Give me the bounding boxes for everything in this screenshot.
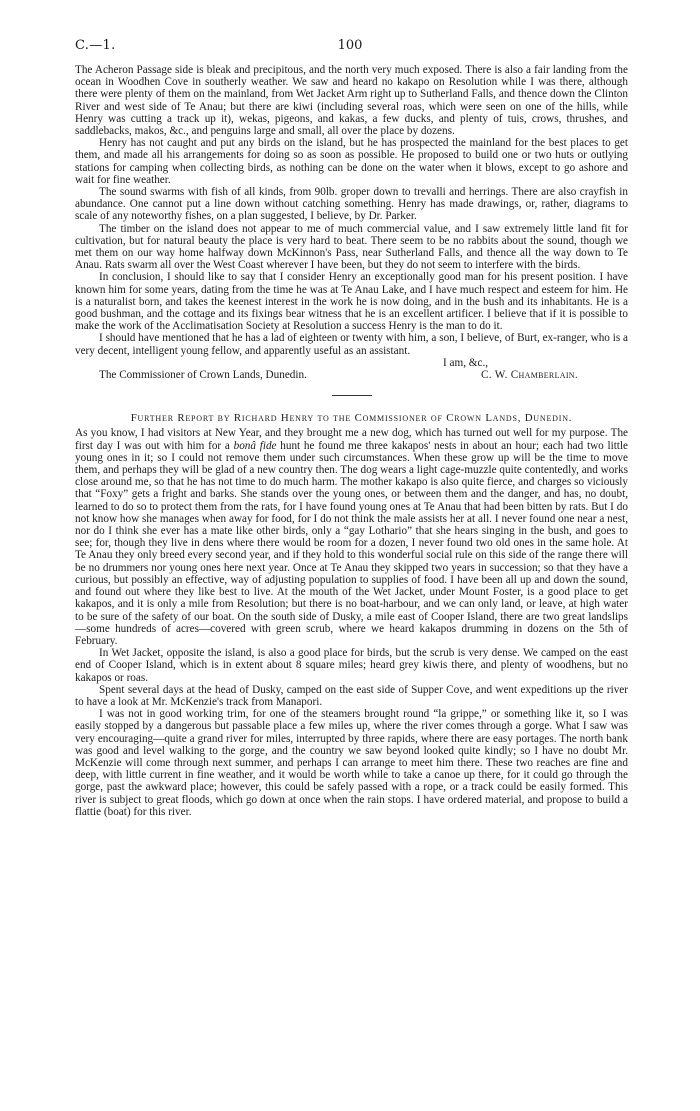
paragraph: Spent several days at the head of Dusky, camped on the east side of Supper Cove, and went expeditions up the river to have a look at Mr. McKenzie's track from Manapori. xyxy=(75,683,628,708)
signature: C. W. Chamberlain. xyxy=(481,369,578,382)
chamberlain-report xyxy=(75,64,628,381)
paragraph xyxy=(75,427,628,647)
text-run: As you know, I had visitors at New Year, and they brought me a new dog, which has turned out well for my purpose. The first day I was out with him for a xyxy=(75,427,628,452)
signature-row xyxy=(75,369,628,381)
paragraph: The sound swarms with fish of all kinds, from 90lb. groper down to trevalli and herrings. There are also crayfish in abundance. One cannot put a line down without catching something. Henry has made drawings, or, rather, diagrams to scale of any noteworthy fishes, on a plan suggested, I believe, by Dr. Parker. xyxy=(75,186,628,223)
henry-report xyxy=(75,412,628,818)
section-heading: Further Report by Richard Henry to the Commissioner of Crown Lands, Dunedin. xyxy=(130,412,573,425)
page-number: 100 xyxy=(337,38,363,53)
italic-phrase: bonâ fide xyxy=(233,439,277,452)
paragraph: I should have mentioned that he has a lad of eighteen or twenty with him, a son, I believe, of Burt, ex-ranger, who is a very decent, intelligent young fellow, and apparently useful as an assistant. xyxy=(75,332,628,357)
paragraph: I was not in good working trim, for one of the steamers brought round “la grippe,” or something like it, so I was easily stopped by a dangerous but passable place a few miles up, where the river comes through a gorge. What I saw was very encouraging—quite a grand river for miles, interrupted by three rapids, where there are easy portages. The north bank was good and level walking to the gorge, and the country we saw beyond looked quite kindly; so I have no doubt Mr. McKenzie will come through next summer, and perhaps I can arrange to meet him there. These two reaches are fine and deep, with little current in fine weather, and it would be worth while to take a canoe up there, for it could go through the gorge, past the awkward place; however, this could be safely passed with a rope, or a track could be easily formed. This river is subject to great floods, which go down at once when the rain stops. I have ordered material, and propose to build a flattie (boat) for this river. xyxy=(75,708,628,818)
paragraph: The timber on the island does not appear to me of much commercial value, and I saw extremely little land fit for cultivation, but for natural beauty the place is very hard to beat. There seem to be no rabbits about the sound, though we met them on our way home halfway down McKinnon's Pass, near Sutherland Falls, and thence all the way down to Te Anau. Rats swarm all over the West Coast wherever I have been, but they do not seem to interfere with the birds. xyxy=(75,222,628,272)
addressee: The Commissioner of Crown Lands, Dunedin. xyxy=(99,369,307,382)
page-body xyxy=(75,64,628,818)
paragraph: In conclusion, I should like to say that I consider Henry an exceptionally good man for his present position. I have known him for some years, dating from the time he was at Te Anau Lake, and I have much respect and esteem for him. He is a naturalist born, and takes the keenest interest in the work he is now doing, and in the bush and its inhabitants. He is a good bushman, and the cottage and its fixings bear witness that he is an excellent artificer. I believe that if it is possible to make the work of the Acclimatisation Society at Resolution a success Henry is the man to do it. xyxy=(75,271,628,333)
paragraph: The Acheron Passage side is bleak and precipitous, and the north very much exposed. There is also a fair landing from the ocean in Woodhen Cove in southerly weather. We saw and heard no kakapo on Resolution while I was there, although there were plenty of them on the mainland, from Wet Jacket Arm right up to Sutherland Falls, and thence down the Clinton River and west side of Te Anau; but there are kiwi (including several roas, which were seen on one of the hills, while Henry was cutting a track up it), wekas, pigeons, and kakas, a few ducks, and plenty of tuis, crows, thrushes, and saddlebacks, makos, &c., and penguins large and small, all over the place by dozens. xyxy=(75,64,628,138)
page-header xyxy=(75,38,625,54)
closing-row xyxy=(75,357,628,369)
document-reference: C.—1. xyxy=(75,38,116,53)
text-run: hunt he found me three kakapos' nests in about an hour; each had two little young ones in it; so I could not remove them under such circumstances. When these grow up will be the time to move them, and perhaps they will be glad of a new country then. The dog wears a light cage-muzzle quite contentedly, and works close around me, so that he has not time to do much harm. The mother kakapo is also quite fierce, and charges so viciously that “Foxy” gets a fright and barks. She stands over the young ones, or between them and the danger, and has, no doubt, learned to do so to protect them from the rats, for I have found young ones at Te Anau that had been bitten by rats. But I do not know how she manages when away for food, for I do not think the male assists her at all. I never found one near a nest, nor do I think she ever has a mate like other birds, only a “gay Lothario” that she hears singing in the bush, and goes to see; for, though they live in dens where there would be room for a dozen, I never found two old ones in the same hole. At Te Anau they only breed every second year, and if they hold to this wonderful social rule on this side of the range there will be no drummers nor young ones here next year. Once at Te Anau they skipped two years in succession; so that they have a curious, but possibly an effective, way of adjusting population to supplies of food. I have been all up and down the sound, and found out where they like best to live. At the mouth of the Wet Jacket, under Mount Foster, is a good place to get kakapos, and it is only a mile from Resolution; but there is no boat-harbour, and we can only land, or leave, at high water to be sure of the safety of our boat. On the south side of Dusky, a mile east of Cooper Island, there are two great landslips—some hundreds of acres—covered with green scrub, where we heard kakapos drumming in dozens on the 5th of February. xyxy=(75,439,628,647)
paragraph: Henry has not caught and put any birds on the island, but he has prospected the mainland for the best places to get them, and made all his arrangements for doing so as soon as possible. He proposed to build one or two huts or outlying stations for camping when collecting birds, as nothing can be done on the water when it blows, except to go ashore and wait for fine weather. xyxy=(75,137,628,186)
paragraph: In Wet Jacket, opposite the island, is also a good place for birds, but the scrub is very dense. We camped on the east end of Cooper Island, which is in extent about 8 square miles; heard grey kiwis there, and plenty of woodhens, but no kakapos or roas. xyxy=(75,647,628,684)
closing-salutation: I am, &c., xyxy=(443,356,489,369)
section-divider xyxy=(332,395,372,396)
